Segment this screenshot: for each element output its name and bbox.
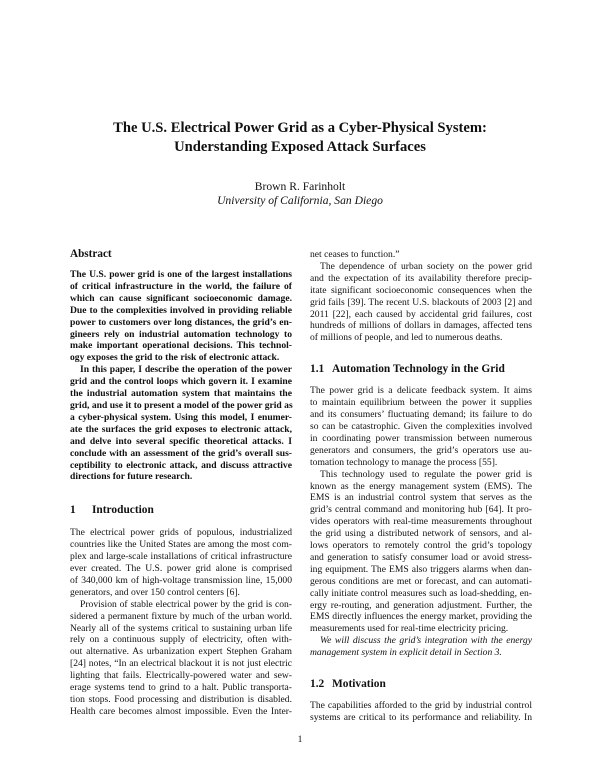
text-line: and delve into several specific theoretical attacks. I: [70, 435, 292, 447]
title-line-1: The U.S. Electrical Power Grid as a Cyber-Physical System:: [113, 120, 487, 136]
abstract-paragraph-2: [70, 364, 292, 483]
text-line: EMS is an industrial control system that serves as the: [310, 492, 532, 504]
text-line: grid and the control loops which govern it. I examine: [70, 376, 292, 388]
text-line: Due to the complexities involved in providing reliable: [70, 304, 292, 316]
text-line: a cyber-physical system. Using this model, I enumer-: [70, 411, 292, 423]
page-number: 1: [297, 734, 303, 745]
text-line: plex and large-scale installations of critical infrastructure: [70, 551, 292, 563]
section-heading-introduction: [70, 503, 292, 517]
text-line: hundreds of millions of dollars in damages, affected tens: [310, 320, 532, 332]
text-line: of 340,000 km of high-voltage transmission line, 15,000: [70, 574, 292, 586]
text-line: gineers rely on industrial automation technology to: [70, 328, 292, 340]
text-line: in coordinating power transmission between numerous: [310, 432, 532, 444]
text-line: which can cause significant socioeconomic damage.: [70, 292, 292, 304]
text-line: known as the energy management system (EMS). The: [310, 480, 532, 492]
motivation-paragraph: [310, 700, 532, 724]
text-line: lows operators to remotely control the grid’s topology: [310, 540, 532, 552]
text-line: tomation technology to manage the process [55].: [310, 456, 498, 468]
title-line-2: Understanding Exposed Attack Surfaces: [174, 139, 426, 155]
text-line: countries like the United States are among the most com-: [70, 539, 292, 551]
abstract-heading: Abstract: [70, 248, 112, 260]
section-title: Introduction: [92, 504, 154, 517]
text-line: generators and consumers, the grid’s operators use au-: [310, 444, 532, 456]
text-line: measurements used for real-time electricity pricing.: [310, 623, 509, 635]
text-line: ogy exposes the grid to the risk of electronic attack.: [70, 352, 280, 364]
left-column: [70, 240, 292, 718]
text-line: Nearly all of the systems critical to sustaining urban life: [70, 622, 292, 634]
abstract-paragraph-1: [70, 269, 292, 364]
text-line: Health care becomes almost impossible. Even the Inter-: [70, 705, 292, 717]
text-line: and its consumers’ fluctuating demand; its failure to do: [310, 409, 532, 421]
text-line: ceptibility to electronic attack, and discuss attractive: [70, 459, 292, 471]
text-line: of millions of people, and led to numerous deaths.: [310, 332, 503, 344]
text-line: [24] notes, “In an electrical blackout it is not just electric: [70, 658, 292, 670]
text-line: In this paper, I describe the operation of the power: [80, 364, 292, 376]
text-line: directions for future research.: [70, 471, 193, 483]
section-number: 1.2: [310, 678, 325, 691]
text-line: sidered a permanent fixture by much of the urban world.: [70, 610, 292, 622]
text-line: of critical infrastructure in the world, the failure of: [70, 280, 292, 292]
text-line: to maintain equilibrium between the power it supplies: [310, 397, 532, 409]
text-line: The power grid is a delicate feedback system. It aims: [310, 385, 532, 397]
text-line: ever created. The U.S. power grid alone is comprised: [70, 563, 292, 575]
paper-title: [60, 119, 540, 157]
author-name: Brown R. Farinholt: [254, 180, 346, 193]
text-line: erage systems tend to grind to a halt. Public transporta-: [70, 682, 292, 694]
text-line: grid, and use it to present a model of the power grid as: [70, 399, 293, 411]
text-line: and the expectation of its availability therefore precip-: [310, 272, 532, 284]
text-line: tion stops. Food processing and distribution is disabled.: [70, 694, 292, 705]
section-heading-automation: [310, 362, 532, 376]
ems-paragraph: [310, 469, 532, 636]
text-line: EMS directly influences the energy market, providing the: [310, 611, 532, 623]
section-heading-motivation: [310, 677, 532, 691]
section-title: Motivation: [332, 678, 386, 691]
text-line: the industrial automation system that maintains the: [70, 388, 292, 400]
text-line: vides operators with real-time measurements throughout: [310, 516, 532, 528]
text-line: make important operational decisions. This technol-: [70, 340, 292, 352]
text-line: out alternative. As urbanization expert Stephen Graham: [70, 646, 292, 658]
text-line: generators, and over 150 control centers [6].: [70, 586, 240, 598]
section-number: 1: [70, 504, 76, 517]
intro-paragraph-1: [70, 527, 292, 598]
text-line: ate the surfaces the grid exposes to electronic attack,: [70, 423, 292, 435]
dependence-paragraph: [310, 261, 532, 344]
text-line: power to customers over long distances, the grid’s en-: [70, 316, 292, 328]
text-line: grid fails [39]. The recent U.S. blackouts of 2003 [2] and: [310, 296, 532, 308]
author-affiliation: University of California, San Diego: [217, 194, 383, 207]
text-line: gerous conditions are met or forecast, and can automati-: [310, 575, 532, 587]
text-line: The dependence of urban society on the power grid: [320, 260, 532, 272]
text-line: The U.S. power grid is one of the largest installations: [70, 269, 292, 280]
text-line: so can be catastrophic. Given the complexities involved: [310, 420, 532, 432]
text-line: net ceases to function.”: [310, 249, 400, 260]
italic-note-paragraph: [310, 635, 532, 659]
text-line: lighting that fails. Electrically-powered water and sew-: [70, 670, 292, 682]
text-line: The capabilities afforded to the grid by industrial control: [310, 700, 532, 712]
text-line: and generation to satisfy consumer load or avoid stress-: [310, 551, 532, 563]
intro-paragraph-2: [70, 599, 292, 718]
text-line: systems are critical to its performance and reliability. In: [310, 712, 532, 723]
section-number: 1.1: [310, 363, 325, 376]
text-line: itate significant socioeconomic consequences when the: [310, 284, 532, 296]
text-line: Provision of stable electrical power by the grid is con-: [80, 598, 292, 610]
text-line: management system in explicit detail in Section 3.: [310, 647, 502, 659]
text-line: This technology used to regulate the power grid is: [320, 468, 532, 480]
feedback-paragraph: [310, 385, 532, 468]
text-line: grid’s central command and monitoring hub [64]. It pro-: [310, 504, 532, 516]
text-line: 2011 [22], each caused by accidental grid failures, cost: [310, 308, 532, 320]
text-line: conclude with an assessment of the grid’s overall sus-: [70, 447, 292, 459]
text-line: cally initiate control measures such as load-shedding, en-: [310, 587, 532, 599]
text-line: The electrical power grids of populous, industrialized: [70, 527, 292, 539]
text-line: the grid using a distributed network of sensors, and al-: [310, 528, 532, 540]
text-line: We will discuss the grid’s integration with the energy: [320, 635, 532, 647]
text-line: rely on a continuous supply of electricity, often with-: [70, 634, 292, 646]
section-title: Automation Technology in the Grid: [332, 363, 505, 376]
text-line: ing equipment. The EMS also triggers alarms when dan-: [310, 563, 532, 575]
right-column: [310, 249, 532, 724]
text-line: ergy re-routing, and generation adjustment. Further, the: [310, 599, 532, 611]
